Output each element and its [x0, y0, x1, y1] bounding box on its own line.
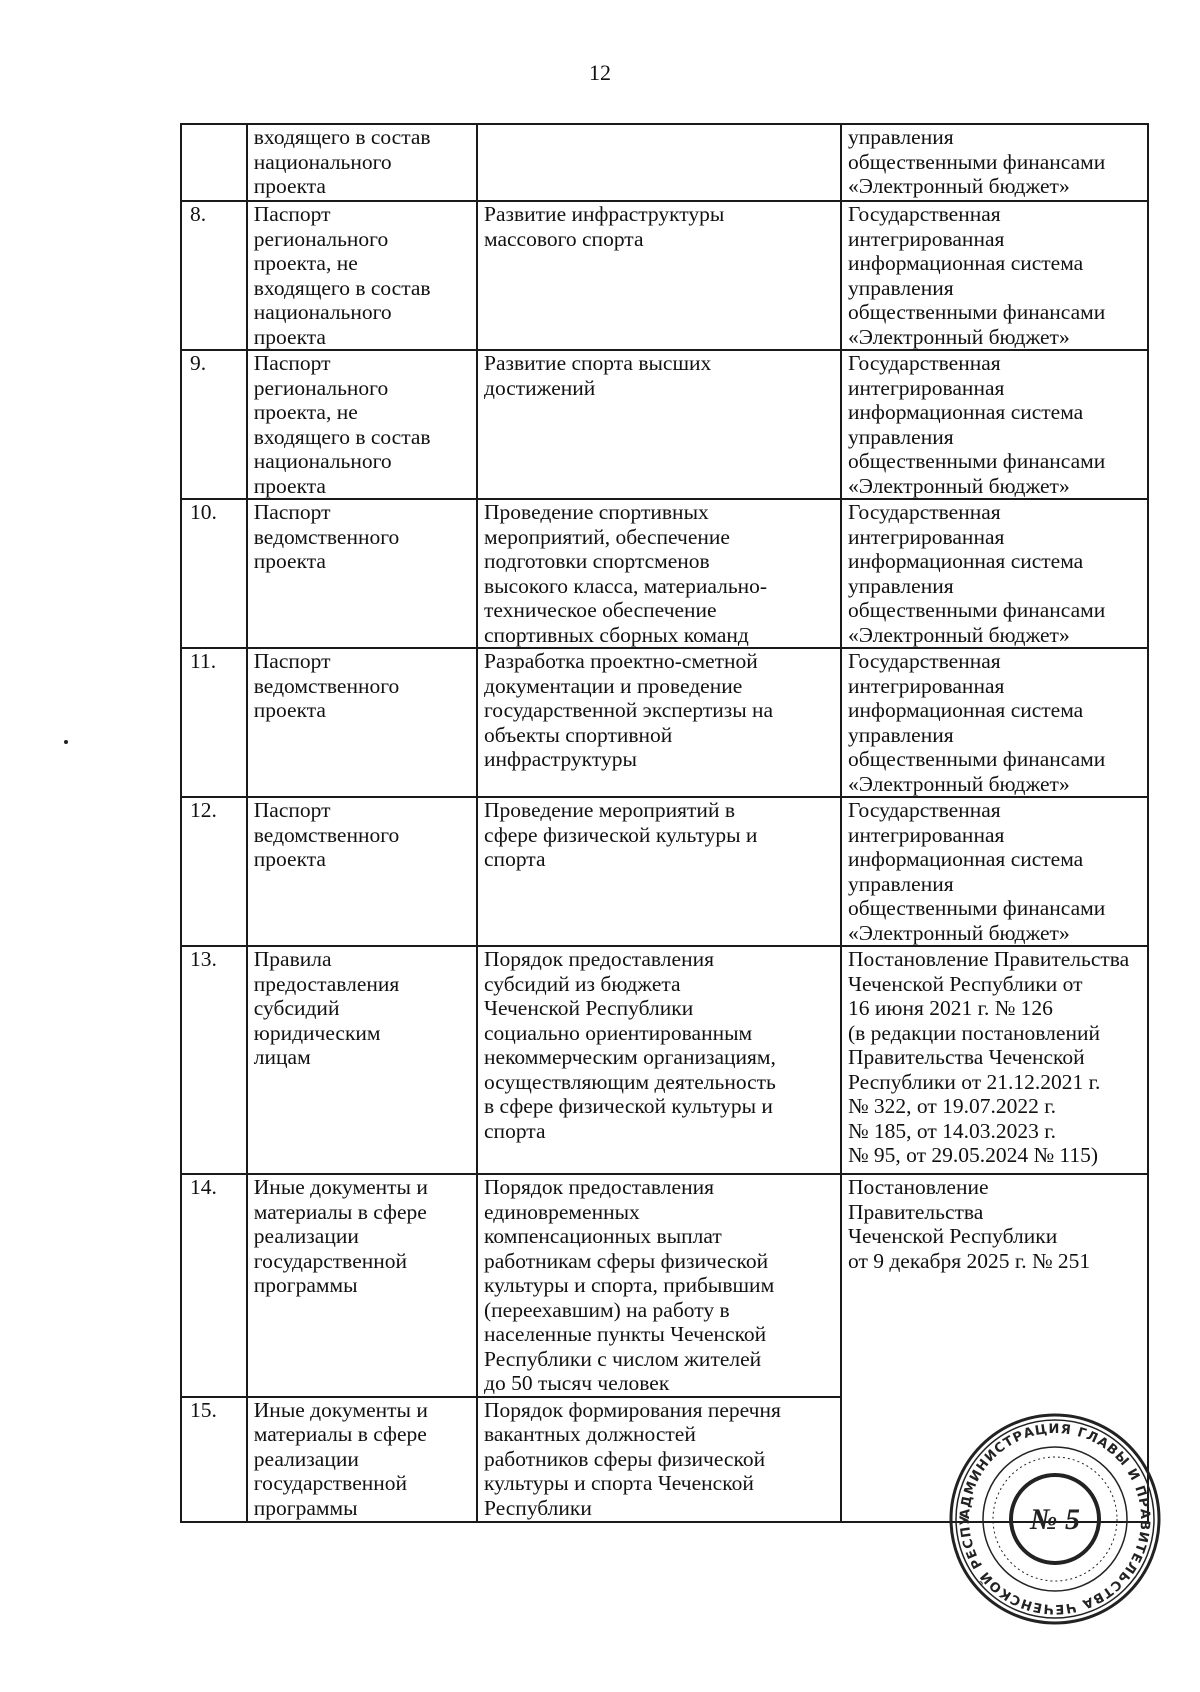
stamp-ring-text: АДМИНИСТРАЦИЯ ГЛАВЫ И ПРАВИТЕЛЬСТВА ЧЕЧЕНСКОЙ РЕСПУ — [957, 1421, 1153, 1617]
document-source: Государственная интегрированная информационная система управления общественными финансами «Электронный бюджет» — [841, 648, 1148, 797]
document-source: Государственная интегрированная информационная система управления общественными финансами «Электронный бюджет» — [841, 350, 1148, 499]
document-type: Иные документы и материалы в сфере реализации государственной программы — [247, 1174, 477, 1397]
document-name — [477, 124, 841, 201]
document-source: Государственная интегрированная информационная система управления общественными финансами «Электронный бюджет» — [841, 201, 1148, 350]
document-source: Государственная интегрированная информационная система управления общественными финансами «Электронный бюджет» — [841, 797, 1148, 946]
document-type: Паспорт регионального проекта, не входящего в состав национального проекта — [247, 201, 477, 350]
document-source: управления общественными финансами «Электронный бюджет» — [841, 124, 1148, 201]
document-source: Постановление Правительства Чеченской Республики от 9 декабря 2025 г. № 251 — [841, 1174, 1148, 1522]
row-number: 10. — [181, 499, 247, 648]
table-row — [181, 946, 1148, 1174]
official-stamp — [948, 1412, 1162, 1626]
document-type: Правила предоставления субсидий юридическим лицам — [247, 946, 477, 1174]
scan-speck — [64, 740, 68, 744]
table-row — [181, 201, 1148, 350]
row-number: 14. — [181, 1174, 247, 1397]
document-name: Порядок формирования перечня вакантных должностей работников сферы физической культуры и спорта Чеченской Республики — [477, 1397, 841, 1522]
document-source: Государственная интегрированная информационная система управления общественными финансами «Электронный бюджет» — [841, 499, 1148, 648]
table-row — [181, 124, 1148, 201]
table-row — [181, 648, 1148, 797]
document-type: Иные документы и материалы в сфере реализации государственной программы — [247, 1397, 477, 1522]
document-name: Разработка проектно-сметной документации и проведение государственной экспертизы на объекты спортивной инфраструктуры — [477, 648, 841, 797]
table-row — [181, 499, 1148, 648]
document-type: Паспорт ведомственного проекта — [247, 648, 477, 797]
table-row — [181, 1174, 1148, 1397]
document-name: Порядок предоставления единовременных компенсационных выплат работникам сферы физической культуры и спорта, прибывшим (переехавшим) на работу в населенные пункты Чеченской Республики с числом жителей до 50 тысяч человек — [477, 1174, 841, 1397]
row-number: 13. — [181, 946, 247, 1174]
document-name: Порядок предоставления субсидий из бюджета Чеченской Республики социально ориентированным некоммерческим организациям, осуществляющим деятельность в сфере физической культуры и спорта — [477, 946, 841, 1174]
documents-table — [180, 123, 1149, 1523]
document-type: Паспорт регионального проекта, не входящего в состав национального проекта — [247, 350, 477, 499]
row-number: 11. — [181, 648, 247, 797]
page-number: 12 — [589, 60, 611, 85]
document-type: входящего в состав национального проекта — [247, 124, 477, 201]
document-type: Паспорт ведомственного проекта — [247, 797, 477, 946]
row-number: 8. — [181, 201, 247, 350]
row-number: 12. — [181, 797, 247, 946]
table-row — [181, 797, 1148, 946]
row-number — [181, 124, 247, 201]
row-number: 9. — [181, 350, 247, 499]
document-source: Постановление Правительства Чеченской Республики от 16 июня 2021 г. № 126 (в редакции постановлений Правительства Чеченской Республики от 21.12.2021 г. № 322, от 19.07.2022 г. № 185, от 14.03.2023 г. № 95, от 29.05.2024 № 115) — [841, 946, 1148, 1174]
document-name: Развитие инфраструктуры массового спорта — [477, 201, 841, 350]
document-name: Развитие спорта высших достижений — [477, 350, 841, 499]
document-type: Паспорт ведомственного проекта — [247, 499, 477, 648]
row-number: 15. — [181, 1397, 247, 1522]
document-name: Проведение мероприятий в сфере физической культуры и спорта — [477, 797, 841, 946]
table-row — [181, 350, 1148, 499]
stamp-seal-icon — [948, 1412, 1162, 1626]
stamp-number: № 5 — [1030, 1503, 1080, 1536]
document-name: Проведение спортивных мероприятий, обеспечение подготовки спортсменов высокого класса, материально- техническое обеспечение спортивных сборных команд — [477, 499, 841, 648]
